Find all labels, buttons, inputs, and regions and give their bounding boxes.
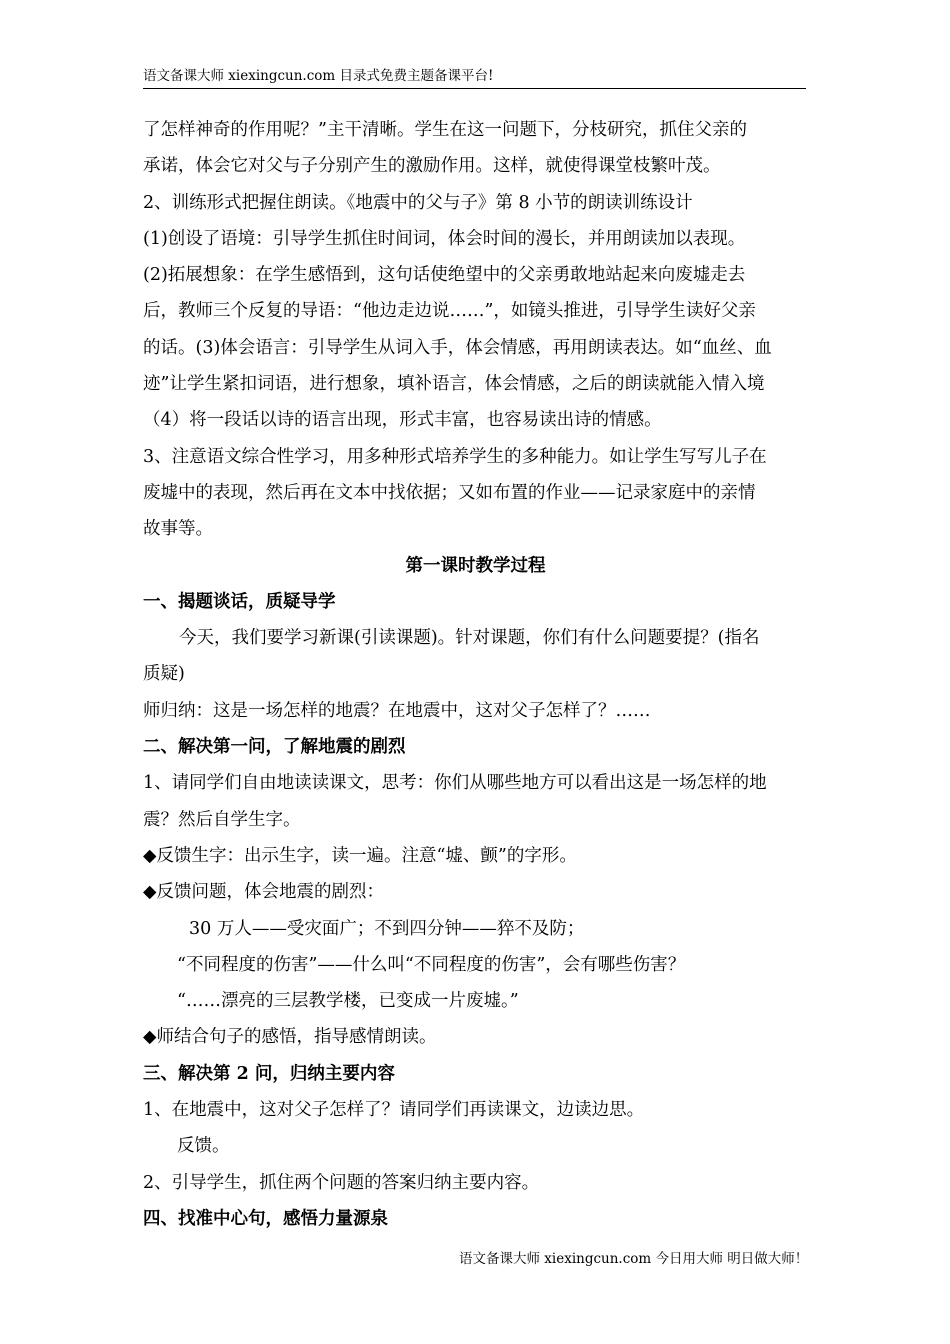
document-body <box>143 112 808 1237</box>
body-line: 1、在地震中，这对父子怎样了？请同学们再读课文，边读边思。 <box>143 1100 645 1121</box>
body-line: 废墟中的表现，然后再在文本中找依据；又如布置的作业——记录家庭中的亲情 <box>143 482 756 503</box>
section-heading: 三、解决第 2 问，归纳主要内容 <box>143 1063 395 1084</box>
body-line: 3、注意语文综合性学习，用多种形式培养学生的多种能力。如让学生写写儿子在 <box>143 446 767 467</box>
section-heading: 四、找准中心句，感悟力量源泉 <box>143 1208 388 1229</box>
body-line: 2、训练形式把握住朗读。《地震中的父与子》第 8 小节的朗读训练设计 <box>143 192 693 213</box>
page-footer: 语文备课大师 xiexingcun.com 今日用大师 明日做大师！ <box>459 1251 809 1267</box>
body-line: 师归纳：这是一场怎样的地震？在地震中，这对父子怎样了？…… <box>143 700 651 721</box>
page-header: 语文备课大师 xiexingcun.com 目录式免费主题备课平台! <box>143 66 806 89</box>
section-heading: 一、揭题谈话，质疑导学 <box>143 591 336 612</box>
body-line: 反馈。 <box>177 1136 230 1157</box>
body-line: 1、请同学们自由地读读课文，思考：你们从哪些地方可以看出这是一场怎样的地 <box>143 773 767 794</box>
bullet-line: ◆反馈生字：出示生字，读一遍。注意“墟、颤”的字形。 <box>143 845 577 866</box>
body-line: 迹”让学生紧扣词语，进行想象，填补语言，体会情感，之后的朗读就能入情入境 <box>143 374 765 395</box>
bullet-line: ◆反馈问题，体会地震的剧烈： <box>143 882 384 903</box>
section-heading: 二、解决第一问，了解地震的剧烈 <box>143 737 406 758</box>
section-title: 第一课时教学过程 <box>405 555 546 576</box>
body-line: 的话。(3)体会语言：引导学生从词入手，体会情感，再用朗读表达。如“血丝、血 <box>143 337 772 358</box>
body-line: 承诺，体会它对父与子分别产生的激励作用。这样，就使得课堂枝繁叶茂。 <box>143 156 721 177</box>
body-line: “不同程度的伤害”——什么叫“不同程度的伤害”，会有哪些伤害？ <box>177 954 686 975</box>
body-line: （4）将一段话以诗的语言出现，形式丰富，也容易读出诗的情感。 <box>143 410 662 431</box>
body-line: (1)创设了语境：引导学生抓住时间词，体会时间的漫长，并用朗读加以表现。 <box>143 228 746 249</box>
body-line: “……漂亮的三层教学楼，已变成一片废墟。” <box>177 991 519 1012</box>
body-line: 今天，我们要学习新课(引读课题)。针对课题，你们有什么问题要提？(指名 <box>179 628 760 649</box>
bullet-line: ◆师结合句子的感悟，指导感情朗读。 <box>143 1027 437 1048</box>
body-line: 震？然后自学生字。 <box>143 809 301 830</box>
body-line: (2)拓展想象：在学生感悟到，这句话使绝望中的父亲勇敢地站起来向废墟走去 <box>143 265 746 286</box>
body-line: 2、引导学生，抓住两个问题的答案归纳主要内容。 <box>143 1172 540 1193</box>
body-line: 30 万人——受灾面广；不到四分钟——猝不及防； <box>189 918 585 939</box>
body-line: 质疑) <box>143 664 185 685</box>
body-line: 故事等。 <box>143 519 213 540</box>
body-line: 后，教师三个反复的导语：“他边走边说……”，如镜头推进，引导学生读好父亲 <box>143 301 756 322</box>
body-line: 了怎样神奇的作用呢？”主干清晰。学生在这一问题下，分枝研究，抓住父亲的 <box>143 120 747 140</box>
